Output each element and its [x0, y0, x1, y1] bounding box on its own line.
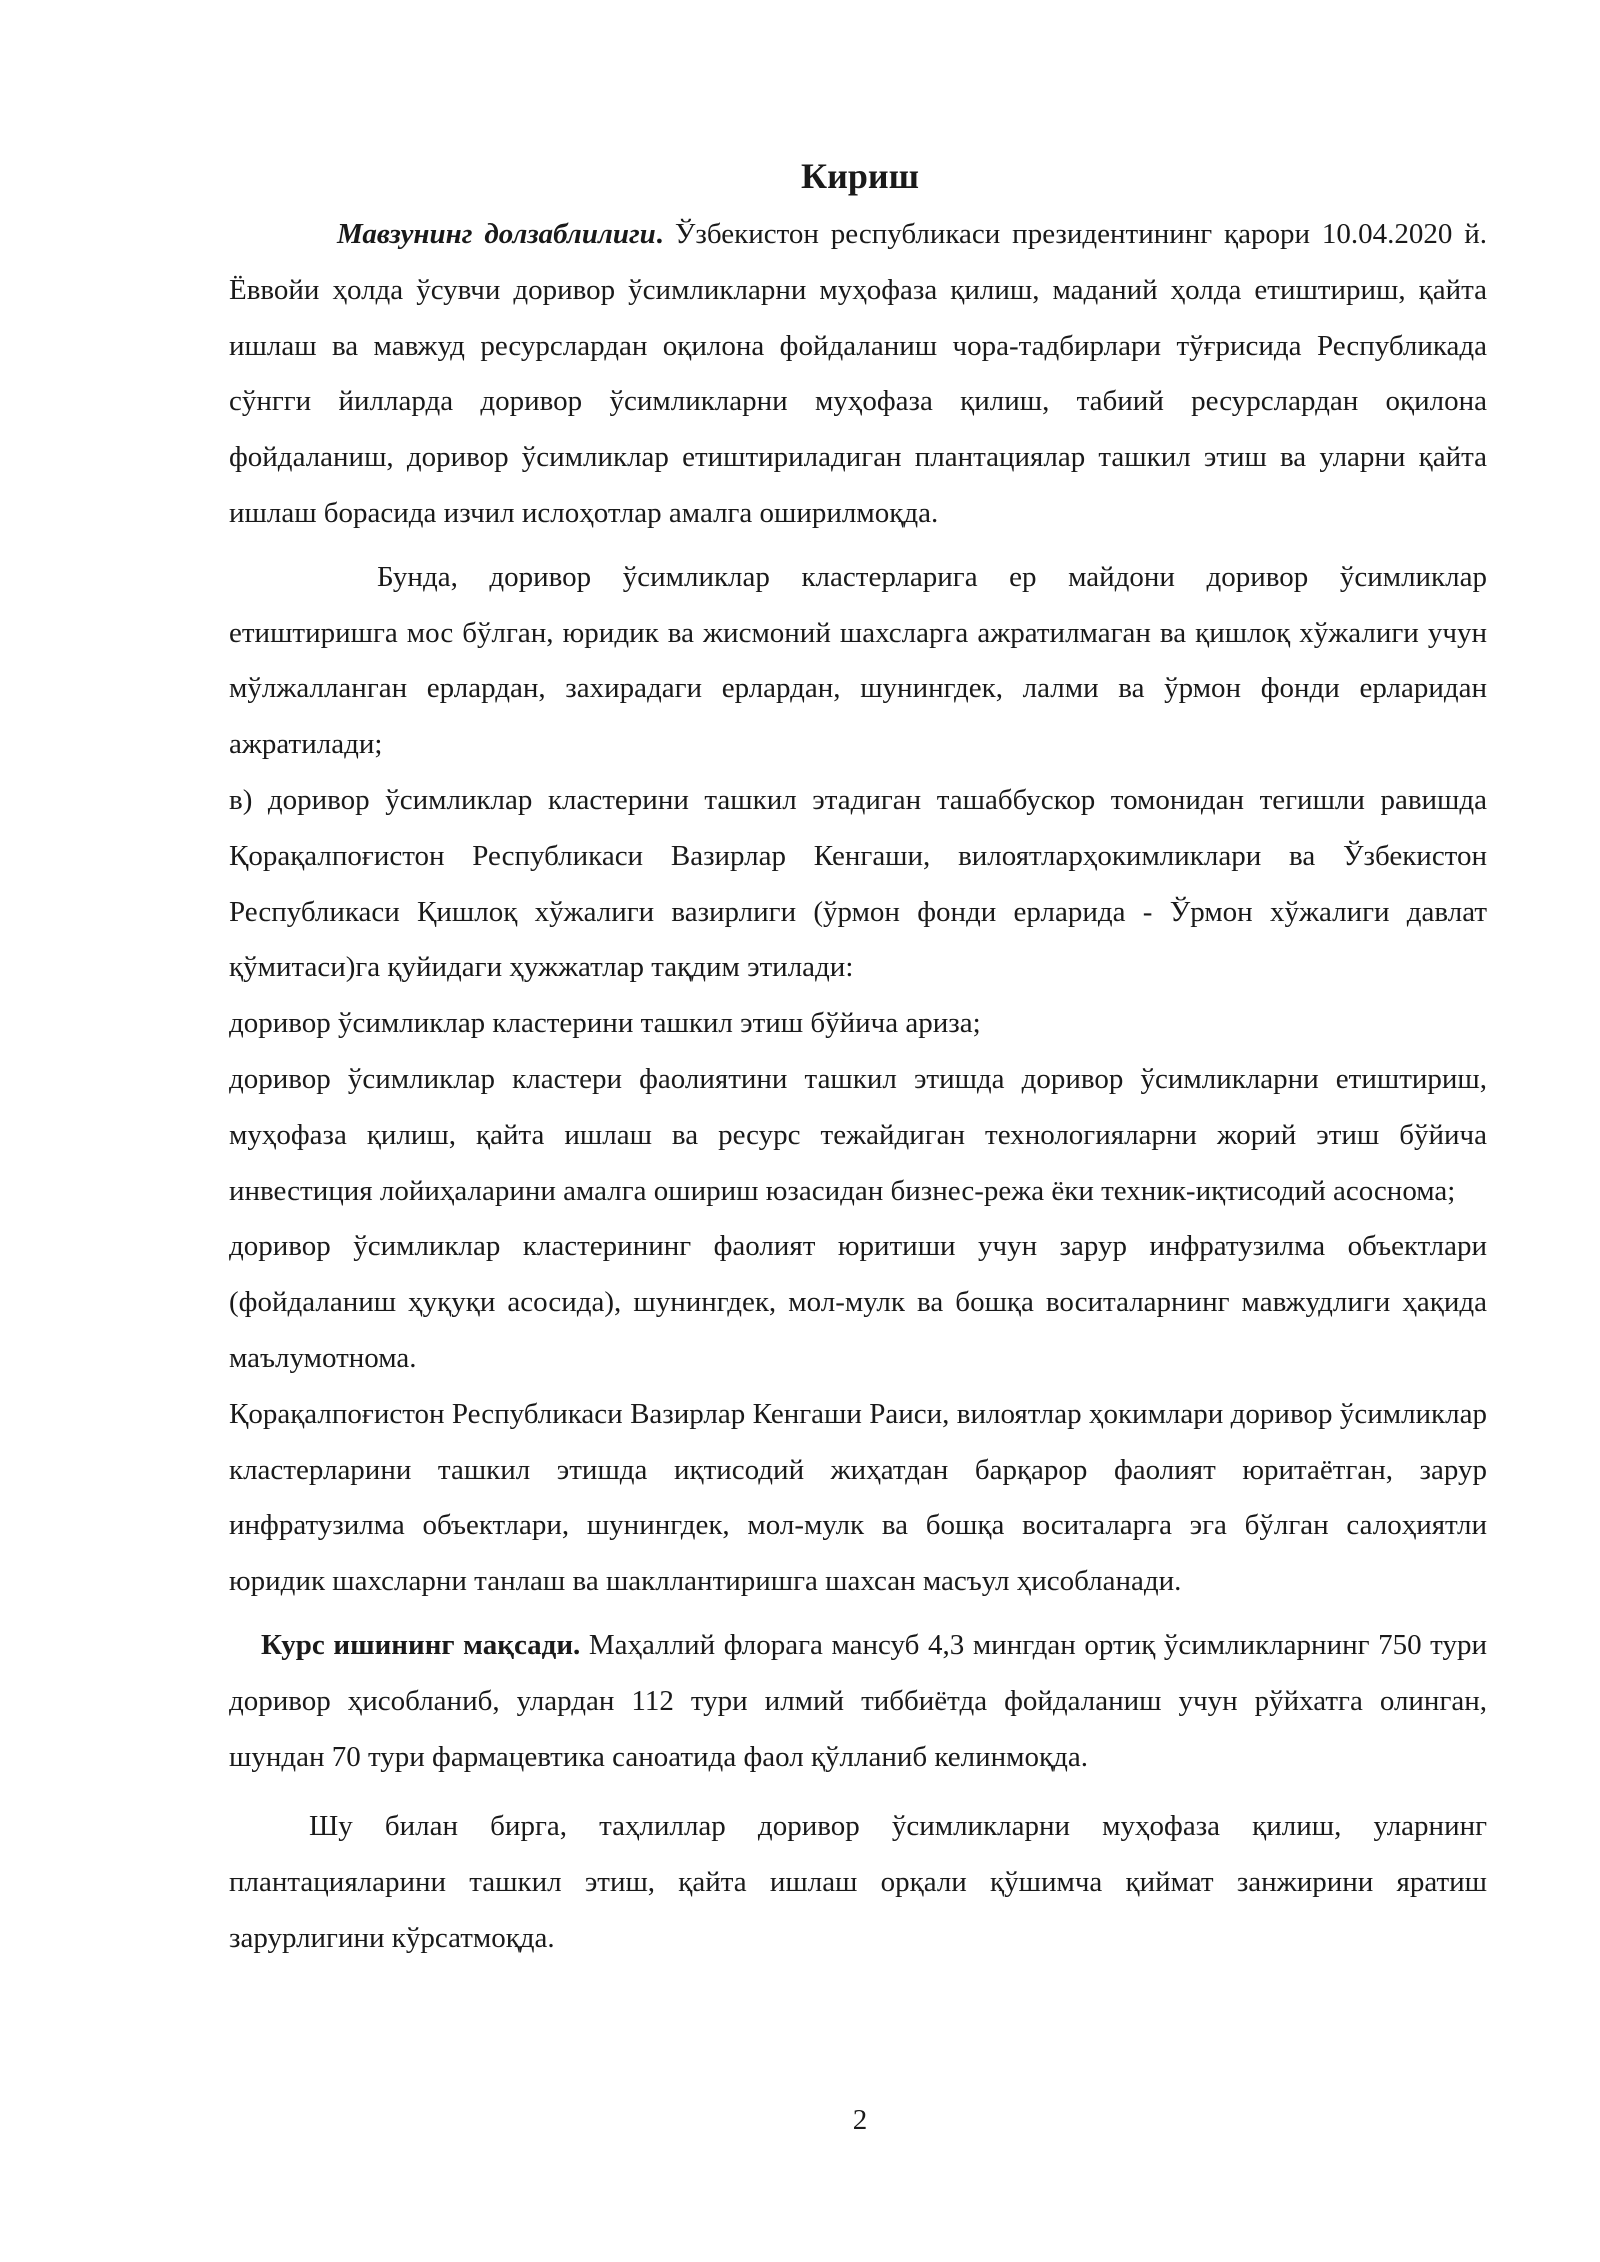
paragraph-lead-relevance: Мавзунинг долзаблилиги. [337, 218, 664, 250]
paragraph-lead-course-goal: Курс ишининг мақсади. [261, 1628, 581, 1661]
paragraph: в) доривор ўсимликлар кластерини ташкил этадиган ташаббускор томонидан тегишли равишда Қорақалпоғистон Республикаси Вазирлар Кенгаши, вилоятларҳокимликлари ва Ўзбекистон Республикаси Қишлоқ хўжалиги вазирлиги (ўрмон фонди ерларида - Ўрмон хўжалиги давлат қўмитаси)га қуйидаги ҳужжатлар тақдим этилади: [229, 783, 1487, 984]
paragraph: доривор ўсимликлар кластерини ташкил этиш бўйича ариза; [229, 1007, 981, 1040]
document-body [229, 207, 1487, 1967]
paragraph: доривор ўсимликлар кластери фаолиятини ташкил этишда доривор ўсимликларни етиштириш, муҳофаза қилиш, қайта ишлаш ва ресурс тежайдиган технологияларни жорий этиш бўйича инвестиция лойиҳаларини амалга ошириш юзасидан бизнес-режа ёки техник-иқтисодий асоснома; [229, 1062, 1487, 1207]
page-title: Кириш [800, 156, 919, 196]
paragraph-relevance [229, 207, 1487, 542]
paragraph: Бунда, доривор ўсимликлар кластерларига ер майдони доривор ўсимликлар етиштиришга мос бўлган, юридик ва жисмоний шахсларга ажратилмаган ва қишлоқ хўжалиги учун мўлжалланган ерлардан, захирадаги ерлардан, шунингдек, лалми ва ўрмон фонди ерларидан ажратилади; [229, 560, 1487, 761]
paragraph-text: Маҳаллий флорага мансуб 4,3 мингдан ортиқ ўсимликларнинг 750 тури доривор ҳисобланиб, улардан 112 тури илмий тиббиётда фойдаланиш учун рўйхатга олинган, шундан 70 тури фармацевтика саноатида фаол қўлланиб келинмоқда. [229, 1628, 1487, 1773]
paragraph: Шу билан бирга, таҳлиллар доривор ўсимликларни муҳофаза қилиш, уларнинг плантацияларини ташкил этиш, қайта ишлаш орқали қўшимча қиймат занжирини яратиш зарурлигини кўрсатмоқда. [229, 1810, 1487, 1954]
paragraph-course-goal [229, 1618, 1487, 1785]
page-number: 2 [852, 2104, 868, 2136]
paragraph: Қорақалпоғистон Республикаси Вазирлар Кенгаши Раиси, вилоятлар ҳокимлари доривор ўсимликлар кластерларини ташкил этишда иқтисодий жиҳатдан барқарор фаолият юритаётган, зарур инфратузилма объектлари, шунингдек, мол-мулк ва бошқа воситаларга эга бўлган салоҳиятли юридик шахсларни танлаш ва шакллантиришга шахсан масъул ҳисобланади. [229, 1397, 1487, 1598]
paragraph-text: Ўзбекистон республикаси президентининг қарори 10.04.2020 й. Ёввойи ҳолда ўсувчи доривор ўсимликларни муҳофаза қилиш, маданий ҳолда етиштириш, қайта ишлаш ва мавжуд ресурслардан оқилона фойдаланиш чора-тадбирлари тўғрисида Республикада сўнгги йилларда доривор ўсимликларни муҳофаза қилиш, табиий ресурслардан оқилона фойдаланиш, доривор ўсимликлар етиштириладиган плантациялар ташкил этиш ва уларни қайта ишлаш борасида изчил ислоҳотлар амалга оширилмоқда. [229, 218, 1488, 529]
paragraph: доривор ўсимликлар кластерининг фаолият юритиши учун зарур инфратузилма объектлари (фойдаланиш ҳуқуқи асосида), шунингдек, мол-мулк ва бошқа воситаларнинг мавжудлиги ҳақида маълумотнома. [229, 1230, 1487, 1374]
